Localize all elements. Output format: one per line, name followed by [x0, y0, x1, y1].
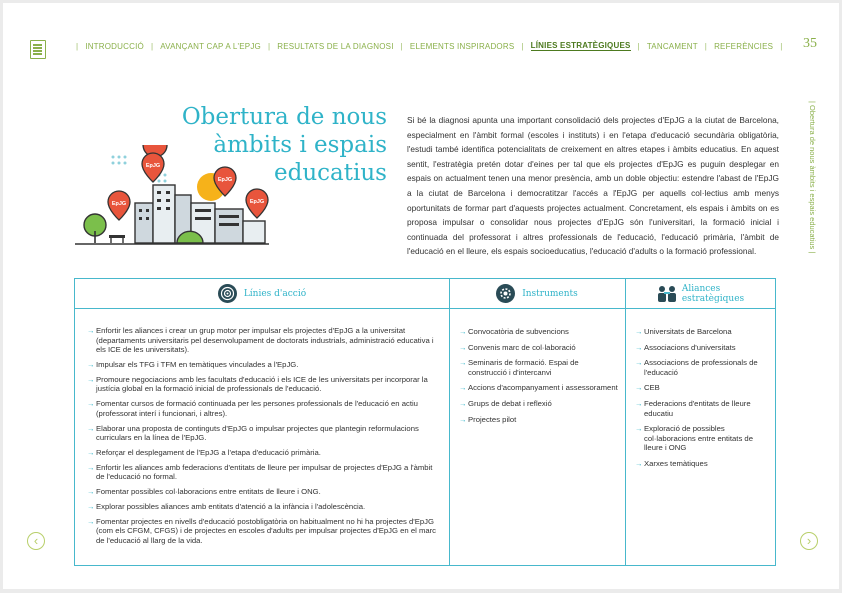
actions-header	[75, 279, 449, 309]
svg-text:EpJG: EpJG	[111, 201, 127, 207]
previous-page-button[interactable]: ‹	[27, 532, 45, 550]
strategy-table	[74, 278, 776, 566]
nav-item-0[interactable]: INTRODUCCIÓ	[85, 41, 144, 51]
list-item: → CEB	[635, 383, 770, 393]
list-item: → Impulsar els TFG i TFM en temàtiques vinculades a l'EpJG.	[87, 360, 437, 370]
target-icon	[218, 284, 237, 303]
section-side-label: | Obertura de nous àmbits i espais educatius |	[808, 101, 817, 254]
list-item: → Fomentar cursos de formació continuada per les persones professionals de l'educació en actiu (professorat interí i funcionari, i altres).	[87, 399, 437, 418]
nav-item-2[interactable]: RESULTATS DE LA DIAGNOSI	[277, 41, 394, 51]
instruments-header	[449, 279, 625, 309]
alliances-header	[625, 279, 775, 309]
nav-separator: |	[780, 41, 783, 51]
title-line-3: educatius	[274, 160, 387, 186]
alliances-list	[635, 327, 770, 475]
title-line-2: àmbits i espais	[213, 132, 387, 158]
list-item: → Projectes pilot	[459, 415, 619, 425]
alliances-header-line-2: estratègiques	[681, 293, 745, 304]
nav-item-3[interactable]: ELEMENTS INSPIRADORS	[409, 41, 515, 51]
instruments-column	[449, 279, 626, 565]
list-item: → Explorar possibles aliances amb entitats d'atenció a la infància i l'adolescència.	[87, 502, 437, 512]
svg-text:EpJG: EpJG	[217, 177, 233, 183]
list-item: → Xarxes temàtiques	[635, 459, 770, 469]
list-item: → Associacions de professionals de l'educació	[635, 358, 770, 377]
svg-text:EpJG: EpJG	[249, 199, 265, 205]
list-item: → Convocatòria de subvencions	[459, 327, 619, 337]
alliances-header-label	[682, 284, 744, 304]
actions-column	[75, 279, 450, 565]
actions-list	[87, 326, 437, 551]
people-icon	[656, 284, 675, 303]
intro-paragraph: Si bé la diagnosi apunta una important consolidació dels projectes d'EpJG a la ciutat de Barcelona, especialment en l'àmbit formal (escoles i instituts) i en l'etapa d'educació secundària obligatòria, l'estudi també identifica potencialitats de creixement en altres etapes i àmbits educatius. En aquest sentit, l'estratègia pretén dotar d'eines per tal que els projectes d'EpJG es puguin desplegar en espais on actualment tenen una menor presència, amb un doble objectiu: estendre l'abast de l'EpJG a la ciutat de Barcelona i democratitzar l'accés a l'EpJG per aquells col·lectius amb menys oportunitats de formar part d'aquests projectes actualment. Concretament, els espais i àmbits on es proposa impulsar o consolidar nous projectes d'EpJG són l'universitari, la formació inicial i continuada del professorat i altres professionals de l'educació, l'educació primària, l'àmbit de l'educació en el lleure, els espais socioeducatius, l'educació d'adults o la formació professional.	[407, 115, 779, 257]
nav-separator: |	[150, 41, 154, 51]
nav-separator: |	[400, 41, 403, 51]
instruments-list	[459, 327, 619, 430]
page-number: 35	[803, 36, 817, 51]
next-page-button[interactable]: ›	[800, 532, 818, 550]
instruments-header-label: Instruments	[522, 288, 578, 299]
nav-item-4[interactable]: LÍNIES ESTRATÈGIQUES	[530, 41, 631, 50]
document-icon[interactable]	[30, 40, 46, 59]
alliances-column	[625, 279, 775, 565]
list-item: → Fomentar possibles col·laboracions entre entitats de lleure i ONG.	[87, 487, 437, 497]
list-item: → Exploració de possibles col·laboracions entre entitats de lleure i ONG	[635, 424, 770, 453]
list-item: → Promoure negociacions amb les facultats d'educació i els ICE de les universitats per incorporar la justícia global en la formació inicial de professionals de l'educació.	[87, 375, 437, 394]
nav-separator: |	[267, 41, 271, 51]
list-item: → Reforçar el desplegament de l'EpJG a l'etapa d'educació primària.	[87, 448, 437, 458]
gear-icon	[496, 284, 515, 303]
nav-separator: |	[76, 41, 79, 51]
nav-separator: |	[521, 41, 524, 51]
list-item: → Grups de debat i reflexió	[459, 399, 619, 409]
list-item: → Elaborar una proposta de continguts d'EpJG o impulsar projectes que plantegin reformulacions curriculars en la línea de l'EpJG.	[87, 424, 437, 443]
nav-item-1[interactable]: AVANÇANT CAP A L'EPJG	[160, 41, 261, 51]
nav-item-5[interactable]: TANCAMENT	[646, 41, 698, 51]
nav-separator: |	[637, 41, 640, 51]
svg-text:EpJG: EpJG	[145, 163, 161, 169]
list-item: → Enfortir les aliances amb federacions d'entitats de lleure per impulsar de projectes d'EpJG a l'àmbit de l'educació no formal.	[87, 463, 437, 482]
nav-separator: |	[704, 41, 708, 51]
list-item: → Enfortir les aliances i crear un grup motor per impulsar els projectes d'EpJG a la universitat (departaments universitaris pel desenvolupament de doctorats industrials, administració educativa i els ICE de les universitats).	[87, 326, 437, 355]
list-item: → Seminaris de formació. Espai de construcció i d'intercanvi	[459, 358, 619, 377]
list-item: → Fomentar projectes en nivells d'educació postobligatòria on habitualment no hi ha projectes d'EpJG (com els CFGM, CFGS) i de projectes en escoles d'adults per impulsar projectes d'EpJG en el marc de l'educació al llarg de la vida.	[87, 517, 437, 546]
nav-item-6[interactable]: REFERÈNCIES	[714, 41, 774, 51]
list-item: → Universitats de Barcelona	[635, 327, 770, 337]
list-item: → Federacions d'entitats de lleure educatiu	[635, 399, 770, 418]
title-line-1: Obertura de nous	[181, 104, 387, 130]
alliances-header-line-1: Aliances	[681, 283, 721, 294]
list-item: → Associacions d'universitats	[635, 343, 770, 353]
list-item: → Accions d'acompanyament i assessorament	[459, 383, 619, 393]
page	[3, 3, 839, 589]
city-illustration	[73, 145, 273, 249]
top-navigation	[69, 40, 789, 52]
actions-header-label: Línies d'acció	[243, 288, 307, 299]
list-item: → Convenis marc de col·laboració	[459, 343, 619, 353]
